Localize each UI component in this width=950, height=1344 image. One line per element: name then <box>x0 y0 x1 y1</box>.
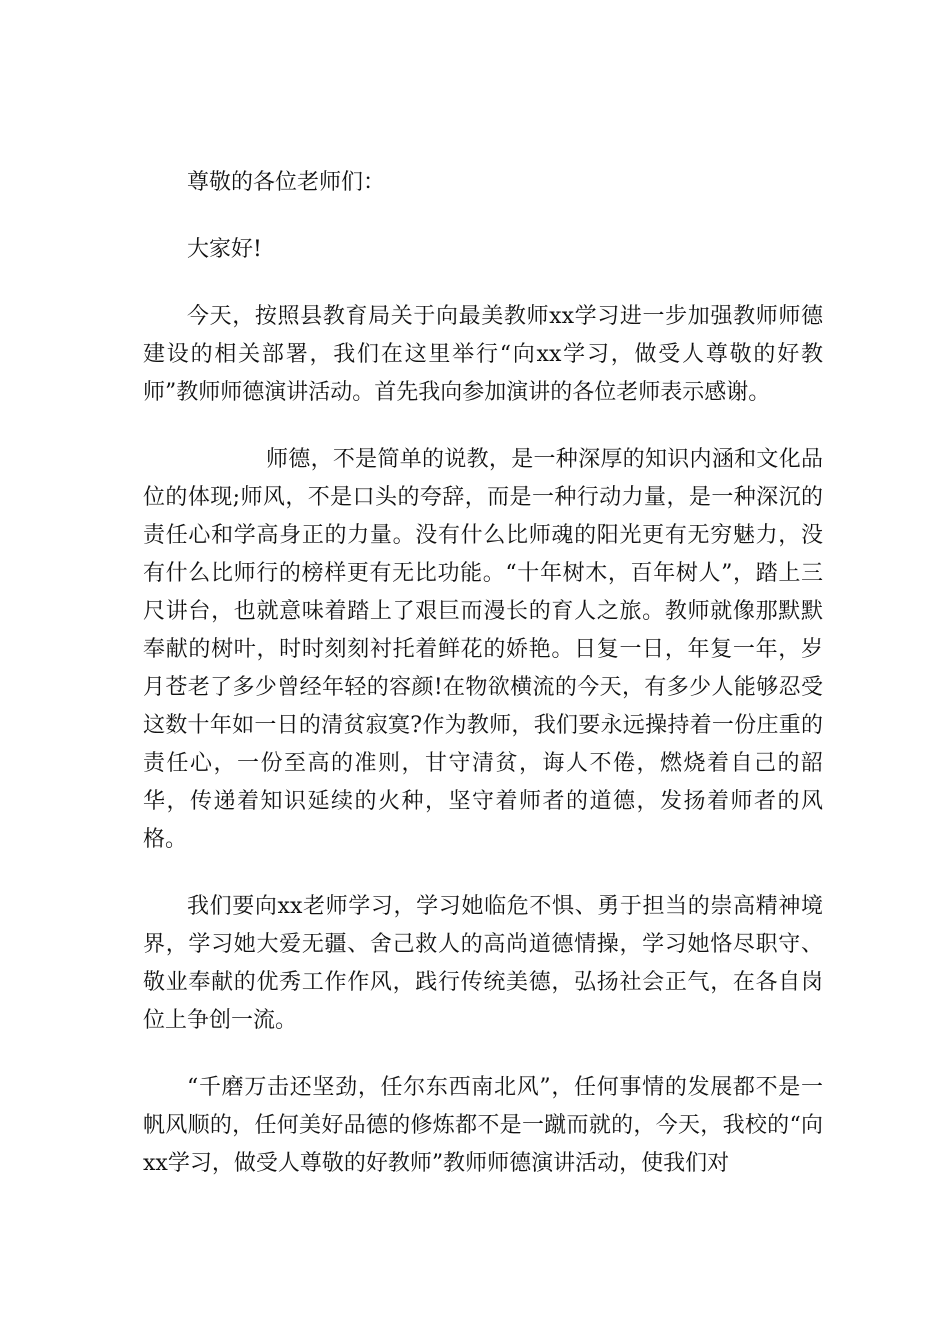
document-body <box>143 164 823 1212</box>
greeting: 大家好! <box>187 237 262 262</box>
paragraph-intro: 今天，按照县教育局关于向最美教师xx学习进一步加强教师师德建设的相关部署，我们在这里举行“向xx学习，做受人尊敬的好教师”教师师德演讲活动。首先我向参加演讲的各位老师表示感谢。 <box>143 304 823 405</box>
salutation: 尊敬的各位老师们： <box>187 170 386 195</box>
paragraph-perseverance: “千磨万击还坚劲，任尔东西南北风”，任何事情的发展都不是一帆风顺的，任何美好品德的修炼都不是一蹴而就的，今天，我校的“向xx学习，做受人尊敬的好教师”教师师德演讲活动，使我们对 <box>143 1075 823 1176</box>
paragraph-teacher-ethics: 师德，不是简单的说教，是一种深厚的知识内涵和文化品位的体现;师风，不是口头的夸辞，而是一种行动力量，是一种深沉的责任心和学高身正的力量。没有什么比师魂的阳光更有无穷魅力，没有什么比师行的榜样更有无比功能。“十年树木，百年树人”，踏上三尺讲台，也就意味着踏上了艰巨而漫长的育人之旅。教师就像那默默奉献的树叶，时时刻刻衬托着鲜花的娇艳。日复一日，年复一年，岁月苍老了多少曾经年轻的容颜!在物欲横流的今天，有多少人能够忍受这数十年如一日的清贫寂寞?作为教师，我们要永远操持着一份庄重的责任心，一份至高的准则，甘守清贫，诲人不倦，燃烧着自己的韶华，传递着知识延续的火种，坚守着师者的道德，发扬着师者的风格。 <box>143 447 823 852</box>
paragraph-learn-from: 我们要向xx老师学习，学习她临危不惧、勇于担当的崇高精神境界，学习她大爱无疆、舍己救人的高尚道德情操，学习她恪尽职守、敬业奉献的优秀工作作风，践行传统美德，弘扬社会正气，在各自岗位上争创一流。 <box>143 894 823 1033</box>
